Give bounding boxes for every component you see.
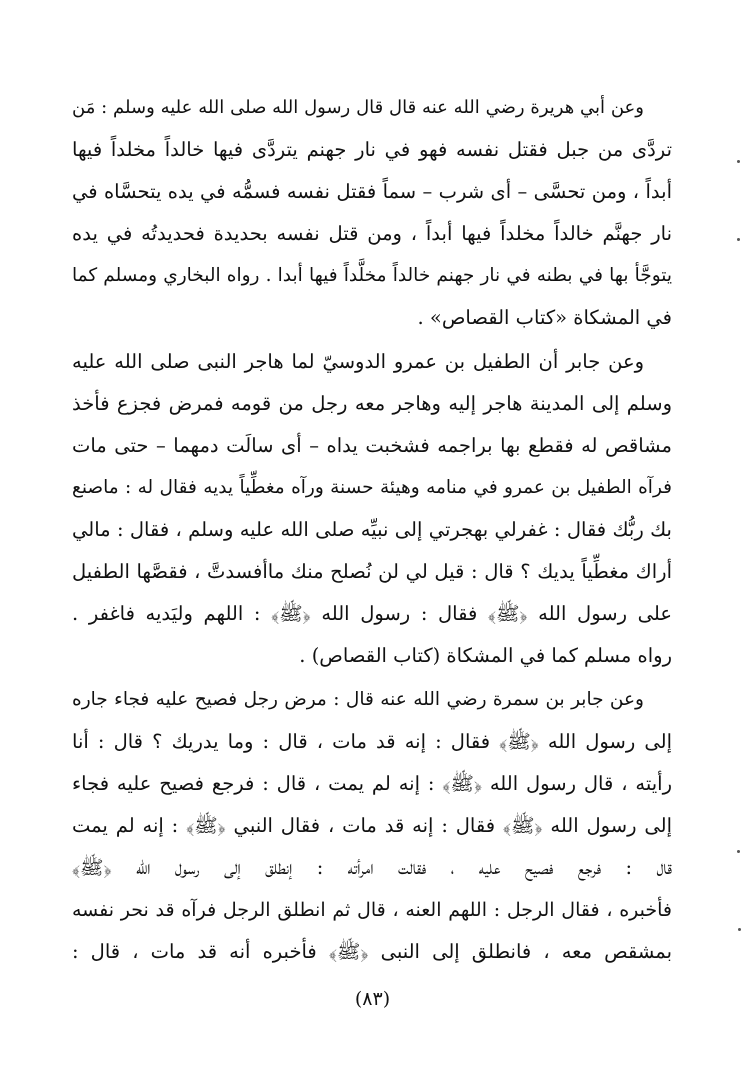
text-line: وعن جابر بن سمرة رضي الله عنه قال : مرض رجل فصيح عليه فجاء جاره: [72, 689, 644, 710]
scan-speck: [737, 238, 740, 241]
text-line: إلى رسول الله ﴿ﷺ﴾ فقال : إنه قد مات ، فقال النبي ﴿ﷺ﴾ : إنه لم يمت: [72, 814, 672, 837]
scan-speck: [737, 160, 740, 163]
scan-speck: [737, 850, 740, 853]
text-line: رأيته ، قال رسول الله ﴿ﷺ﴾ : إنه لم يمت ، قال : فرجع فصيح عليه فجاء: [72, 772, 672, 795]
text-line: وسلم إلى المدينة هاجر إليه وهاجر معه رجل من قومه فمرض فجزع فأخذ: [72, 392, 672, 415]
text-line: بك ربُّك فقال : غفرلي بهجرتي إلى نبيِّه صلى الله عليه وسلم ، فقال : مالي: [72, 518, 672, 541]
text-line: أبداً ، ومن تحسَّى – أى شرب – سماً فقتل نفسه فسمُّه في يده يتحسَّاه في: [72, 180, 672, 203]
text-line: على رسول الله ﴿ﷺ﴾ فقال : رسول الله ﴿ﷺ﴾ : اللهم وليَديه فاغفر .: [72, 602, 672, 625]
text-line: فرآه الطفيل بن عمرو في منامه وهيئة حسنة ورآه مغطِّياً يديه فقال له : ماصنع: [72, 477, 672, 498]
text-line: بمشقص معه ، فانطلق إلى النبى ﴿ﷺ﴾ فأخبره أنه قد مات ، قال :: [72, 940, 672, 963]
text-line: يتوجَّأ بها في بطنه في نار جهنم خالداً مخلَّداً فيها أبدا . رواه البخاري ومسلم كما: [72, 265, 672, 286]
text-line: إلى رسول الله ﴿ﷺ﴾ فقال : إنه قد مات ، قال : وما يدريك ؟ قال : أنا: [72, 730, 672, 753]
scan-speck: [738, 928, 741, 931]
text-line: فأخبره ، فقال الرجل : اللهم العنه ، قال ثم انطلق الرجل فرآه قد نحر نفسه: [72, 899, 672, 921]
text-line: رواه مسلم كما في المشكاة (كتاب القصاص) .: [299, 644, 672, 667]
text-line: في المشكاة «كتاب القصاص» .: [417, 306, 672, 329]
text-line: نار جهنَّم خالداً مخلداً فيها أبداً ، ومن قتل نفسه بحديدة فحديدتُه في يده: [72, 222, 672, 245]
text-line: وعن جابر أن الطفيل بن عمرو الدوسيّ لما هاجر النبى صلى الله عليه: [72, 350, 644, 373]
text-line: أراك مغطِّياً يديك ؟ قال : قيل لي لن نُصلح منك ماأفسدتَّ ، فقصَّها الطفيل: [72, 560, 672, 583]
text-line: تردَّى من جبل فقتل نفسه فهو في نار جهنم يتردَّى فيها خالداً مخلداً فيها: [72, 138, 672, 161]
text-line: قال : فرجع فصيح عليه ، فقالت امرأته : إنطلق إلى رسول الله ﴿ﷺ﴾: [72, 856, 672, 879]
text-line: مشاقص له فقطع بها براجمه فشخبت يداه – أى سالَت دمهما – حتى مات: [72, 434, 672, 457]
text-line: وعن أبي هريرة رضي الله عنه قال قال رسول الله صلى الله عليه وسلم : مَن: [72, 97, 644, 118]
page-number: (٨٣): [354, 988, 391, 1010]
